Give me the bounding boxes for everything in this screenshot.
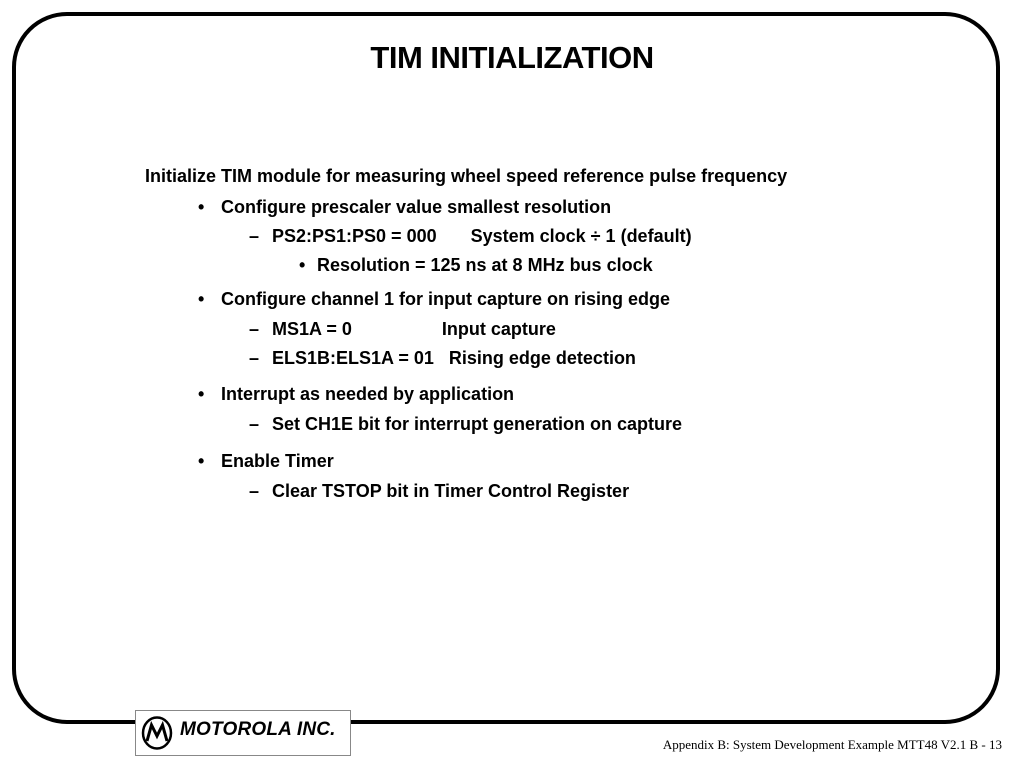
dash-icon: –: [249, 348, 260, 368]
motorola-batwing-icon: [140, 716, 174, 750]
sub-item-els1: [272, 348, 636, 369]
register-setting: ELS1B:ELS1A = 01: [272, 348, 434, 368]
register-setting: MS1A = 0: [272, 319, 352, 339]
slide-title: TIM INITIALIZATION: [370, 40, 654, 75]
footer-text: Appendix B: System Development Example MTT48 V2.1 B - 13: [662, 737, 1002, 752]
item-configure-channel: Configure channel 1 for input capture on rising edge: [221, 289, 671, 309]
bullet-icon: •: [198, 384, 205, 404]
bullet-icon: •: [299, 255, 306, 275]
sub-item-ms1a: [272, 319, 556, 340]
setting-description: Input capture: [441, 319, 556, 339]
item-interrupt: Interrupt as needed by application: [221, 384, 515, 404]
bullet-icon: •: [198, 289, 205, 309]
setting-description: System clock ÷ 1 (default): [470, 226, 692, 246]
item-configure-prescaler: Configure prescaler value smallest resolution: [221, 197, 612, 217]
setting-description: Rising edge detection: [448, 348, 636, 368]
bullet-icon: •: [198, 197, 205, 217]
dash-icon: –: [249, 319, 260, 339]
register-setting: PS2:PS1:PS0 = 000: [272, 226, 437, 246]
logo-wordmark: MOTOROLA INC.: [180, 719, 336, 740]
sub-item-ps-bits: [272, 226, 692, 247]
dash-icon: –: [249, 414, 260, 434]
intro-text: Initialize TIM module for measuring wheel speed reference pulse frequency: [145, 166, 788, 186]
sub-item-tstop: Clear TSTOP bit in Timer Control Register: [272, 481, 630, 501]
sub-sub-item-resolution: Resolution = 125 ns at 8 MHz bus clock: [317, 255, 653, 275]
dash-icon: –: [249, 481, 260, 501]
sub-item-ch1e: Set CH1E bit for interrupt generation on capture: [272, 414, 683, 434]
item-enable-timer: Enable Timer: [221, 451, 334, 471]
motorola-logo: [135, 710, 351, 756]
dash-icon: –: [249, 226, 260, 246]
bullet-icon: •: [198, 451, 205, 471]
